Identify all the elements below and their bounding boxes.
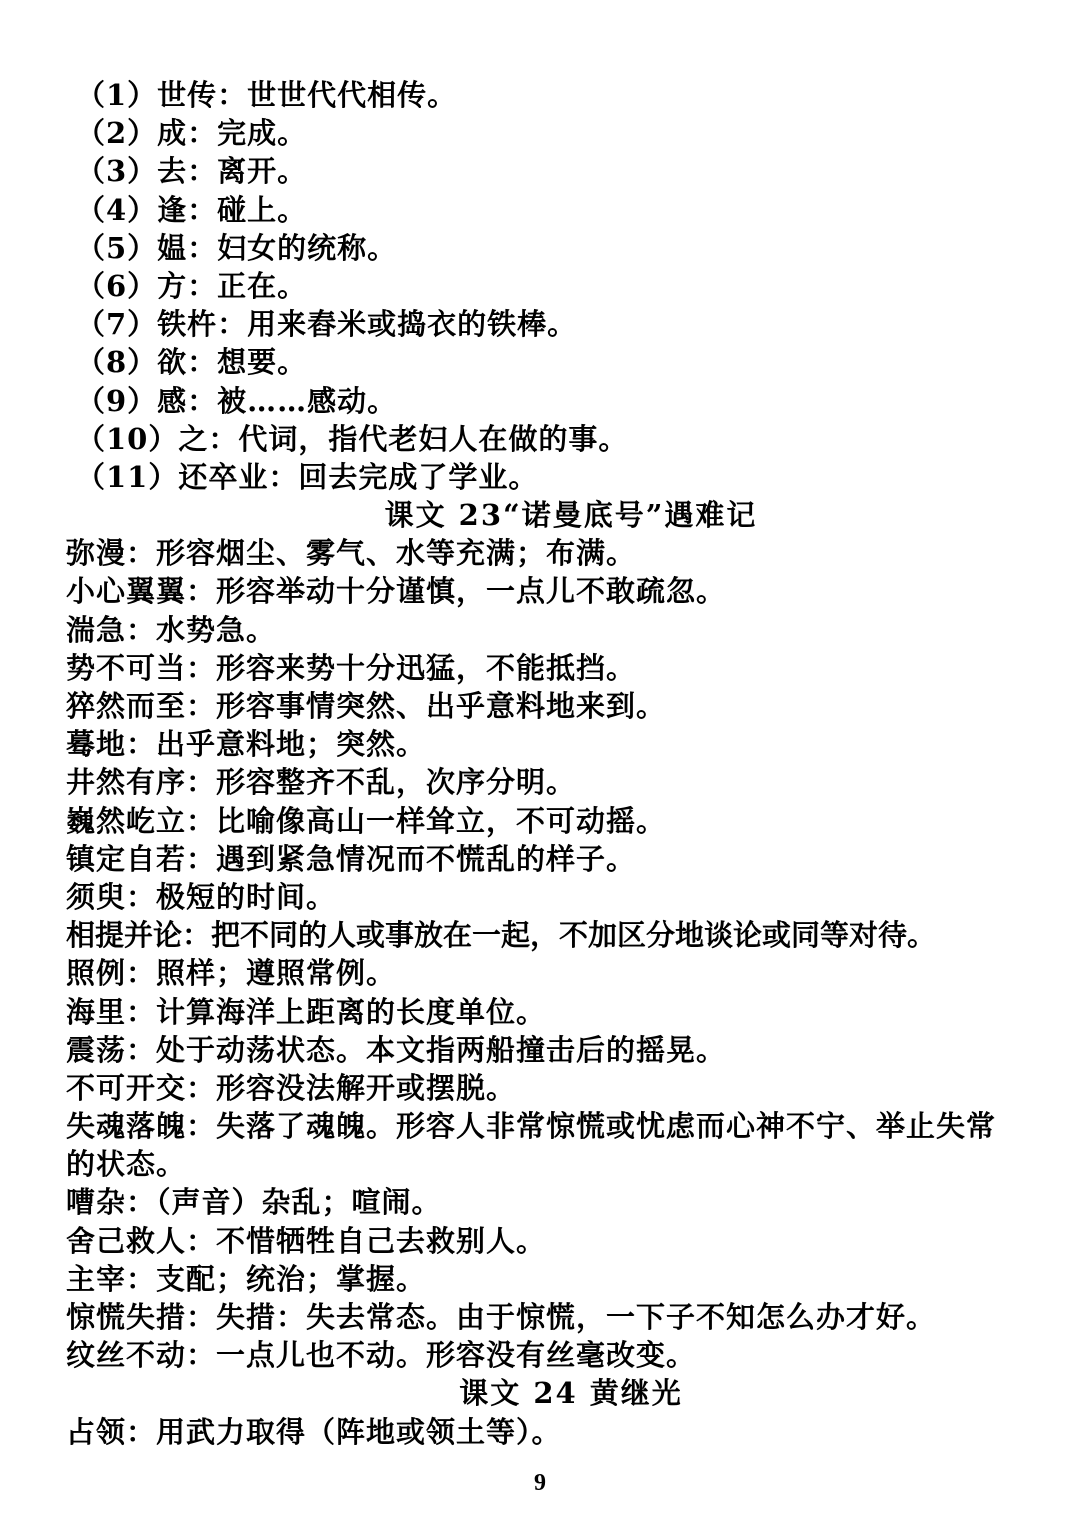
vocabulary-entry: 舍己救人：不惜牺牲自己去救别人。	[66, 1223, 547, 1258]
lesson-23-title: 课文 23“诺曼底号”遇难记	[384, 498, 758, 533]
vocabulary-entry: 嘈杂：（声音）杂乱；喧闹。	[66, 1185, 442, 1220]
annotation-item: （3）去：离开。	[76, 154, 308, 189]
vocabulary-entry: 照例：照样；遵照常例。	[66, 956, 397, 991]
page-number: 9	[534, 1470, 546, 1496]
annotation-item: （6）方：正在。	[76, 268, 308, 303]
annotation-item: （2）成：完成。	[76, 116, 308, 151]
vocabulary-entry: 海里：计算海洋上距离的长度单位。	[66, 994, 547, 1029]
annotation-item: （4）逢：碰上。	[76, 192, 308, 227]
page-content	[66, 76, 1016, 1451]
annotation-item: （1）世传：世世代代相传。	[76, 78, 458, 112]
vocabulary-entry: 惊慌失措：失措：失去常态。由于惊慌，一下子不知怎么办才好。	[66, 1300, 937, 1335]
vocabulary-entry: 小心翼翼：形容举动十分谨慎，一点儿不敢疏忽。	[66, 574, 727, 609]
vocabulary-entry: 镇定自若：遇到紧急情况而不慌乱的样子。	[66, 841, 637, 876]
vocabulary-entry: 湍急：水势急。	[66, 612, 277, 647]
vocabulary-entry: 井然有序：形容整齐不乱，次序分明。	[66, 765, 577, 800]
vocabulary-entry: 主宰：支配；统治；掌握。	[66, 1261, 427, 1296]
vocabulary-entry: 势不可当：形容来势十分迅猛，不能抵挡。	[66, 650, 637, 685]
annotation-item: （9）感：被……感动。	[76, 383, 398, 418]
vocabulary-entry: 蓦地：出乎意料地；突然。	[66, 727, 427, 762]
annotation-item: （8）欲：想要。	[76, 345, 308, 380]
vocabulary-entry: 相提并论：把不同的人或事放在一起，不加区分地谈论或同等对待。	[66, 918, 937, 953]
vocabulary-entry: 巍然屹立：比喻像高山一样耸立，不可动摇。	[66, 803, 667, 838]
annotation-item: （11）还卒业：回去完成了学业。	[76, 459, 539, 494]
vocabulary-entry: 须臾：极短的时间。	[66, 879, 337, 914]
annotation-list	[66, 76, 1016, 496]
lesson-23-vocabulary-list	[66, 534, 1016, 1374]
annotation-item: （7）铁杵：用来舂米或捣衣的铁棒。	[76, 307, 578, 342]
vocabulary-entry: 猝然而至：形容事情突然、出乎意料地来到。	[66, 689, 667, 723]
annotation-item: （10）之：代词，指代老妇人在做的事。	[76, 421, 629, 456]
vocabulary-entry: 占领：用武力取得（阵地或领土等）。	[66, 1414, 562, 1449]
lesson-24-vocabulary-list	[66, 1413, 1016, 1451]
vocabulary-entry: 不可开交：形容没法解开或摆脱。	[66, 1070, 517, 1105]
lesson-24-title: 课文 24 黄继光	[459, 1376, 683, 1411]
vocabulary-entry: 失魂落魄：失落了魂魄。形容人非常惊慌或忧虑而心神不宁、举止失常的状态。	[66, 1109, 997, 1182]
vocabulary-entry: 震荡：处于动荡状态。本文指两船撞击后的摇晃。	[66, 1032, 727, 1067]
vocabulary-entry: 纹丝不动：一点儿也不动。形容没有丝毫改变。	[66, 1338, 697, 1373]
annotation-item: （5）媪：妇女的统称。	[76, 230, 398, 265]
vocabulary-entry: 弥漫：形容烟尘、雾气、水等充满；布满。	[66, 536, 637, 571]
